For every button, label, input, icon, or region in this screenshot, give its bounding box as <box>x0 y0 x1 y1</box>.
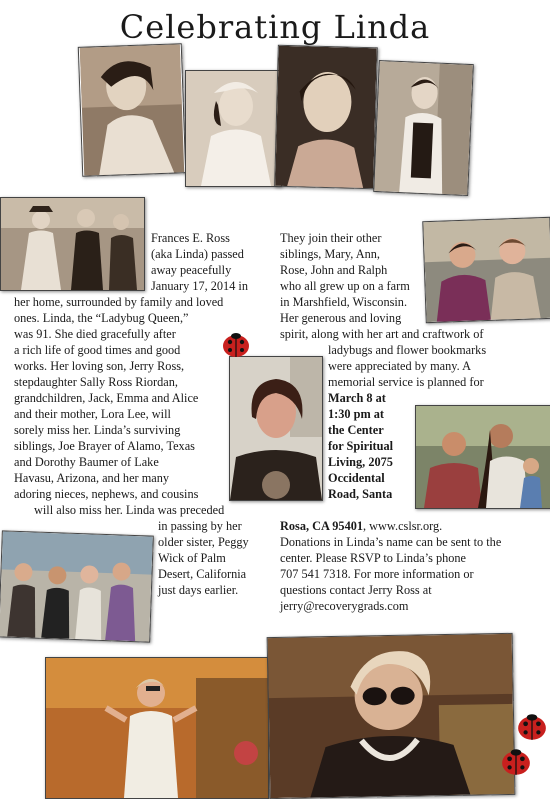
text-line: ones. Linda, the “Ladybug Queen,” <box>14 311 189 325</box>
vintage-photo-3 <box>274 45 378 190</box>
vintage-photo-4 <box>373 60 474 196</box>
email-text: jerry@recoverygrads.com <box>280 599 409 613</box>
linda-portrait <box>229 356 323 501</box>
website-text: , www.cslsr.org. <box>363 519 443 533</box>
text-line: Desert, California <box>158 567 247 581</box>
event-details: for Spiritual <box>328 439 394 453</box>
text-line: older sister, Peggy <box>158 535 249 549</box>
text-line: Frances E. Ross <box>151 231 230 245</box>
text-line: 707 541 7318. For more information or <box>280 567 474 581</box>
text-line: stepdaughter Sally Ross Riordan, <box>14 375 178 389</box>
text-line: They join their other <box>280 231 382 245</box>
celebration-photo <box>45 657 269 799</box>
ladybug-icon <box>516 712 548 742</box>
text-line: away peacefully <box>151 263 232 277</box>
text-line: Rose, John and Ralph <box>280 263 388 277</box>
sisters-photo <box>422 217 550 323</box>
page-title: Celebrating Linda <box>119 8 431 46</box>
text-line: adoring nieces, nephews, and cousins <box>14 487 199 501</box>
text-line: a rich life of good times and good <box>14 343 181 357</box>
text-line: January 17, 2014 in <box>151 279 248 293</box>
text-line: Wick of Palm <box>158 551 226 565</box>
text-line: were appreciated by many. A <box>328 359 471 373</box>
event-details: Living, 2075 <box>328 455 393 469</box>
text-line: questions contact Jerry Ross at <box>280 583 432 597</box>
text-line: Havasu, Arizona, and her many <box>14 471 170 485</box>
event-details: March 8 at <box>328 391 386 405</box>
text-line: works. Her loving son, Jerry Ross, <box>14 359 185 373</box>
ladybug-icon <box>500 747 532 777</box>
family-photo <box>415 405 550 509</box>
text-line: in passing by her <box>158 519 242 533</box>
text-line: sorely miss her. Linda’s surviving <box>14 423 181 437</box>
vintage-photo-1 <box>78 43 186 177</box>
text-line: Donations in Linda’s name can be sent to the <box>280 535 502 549</box>
text-line: siblings, Mary, Ann, <box>280 247 380 261</box>
text-line: just days earlier. <box>158 583 239 597</box>
text-line: and Dorothy Baumer of Lake <box>14 455 159 469</box>
event-details: the Center <box>328 423 384 437</box>
text-line: who all grew up on a farm <box>280 279 410 293</box>
text-line: center. Please RSVP to Linda’s phone <box>280 551 467 565</box>
text-line: spirit, along with her art and craftwork of <box>280 327 484 341</box>
address-bold: Rosa, CA 95401 <box>280 519 364 533</box>
text-line: Her generous and loving <box>280 311 402 325</box>
event-details: 1:30 pm at <box>328 407 385 421</box>
event-details: Road, Santa <box>328 487 393 501</box>
text-line: in Marshfield, Wisconsin. <box>280 295 408 309</box>
text-line: (aka Linda) passed <box>151 247 244 261</box>
text-line: her home, surrounded by family and loved <box>14 295 224 309</box>
text-line: grandchildren, Jack, Emma and Alice <box>14 391 199 405</box>
ladybug-icon <box>221 331 251 359</box>
text-line: was 91. She died gracefully after <box>14 327 176 341</box>
vintage-photo-2 <box>185 70 282 187</box>
group-photo-left <box>0 530 154 642</box>
text-line: ladybugs and flower bookmarks <box>328 343 487 357</box>
vintage-group-photo <box>0 197 145 291</box>
address-line <box>280 518 442 534</box>
text-line: memorial service is planned for <box>328 375 484 389</box>
text-line: and their mother, Lora Lee, will <box>14 407 171 421</box>
text-line: siblings, Joe Brayer of Alamo, Texas <box>14 439 195 453</box>
linda-sunglasses-photo <box>267 633 516 799</box>
text-line: will also miss her. Linda was preceded <box>34 503 225 517</box>
event-details: Occidental <box>328 471 385 485</box>
